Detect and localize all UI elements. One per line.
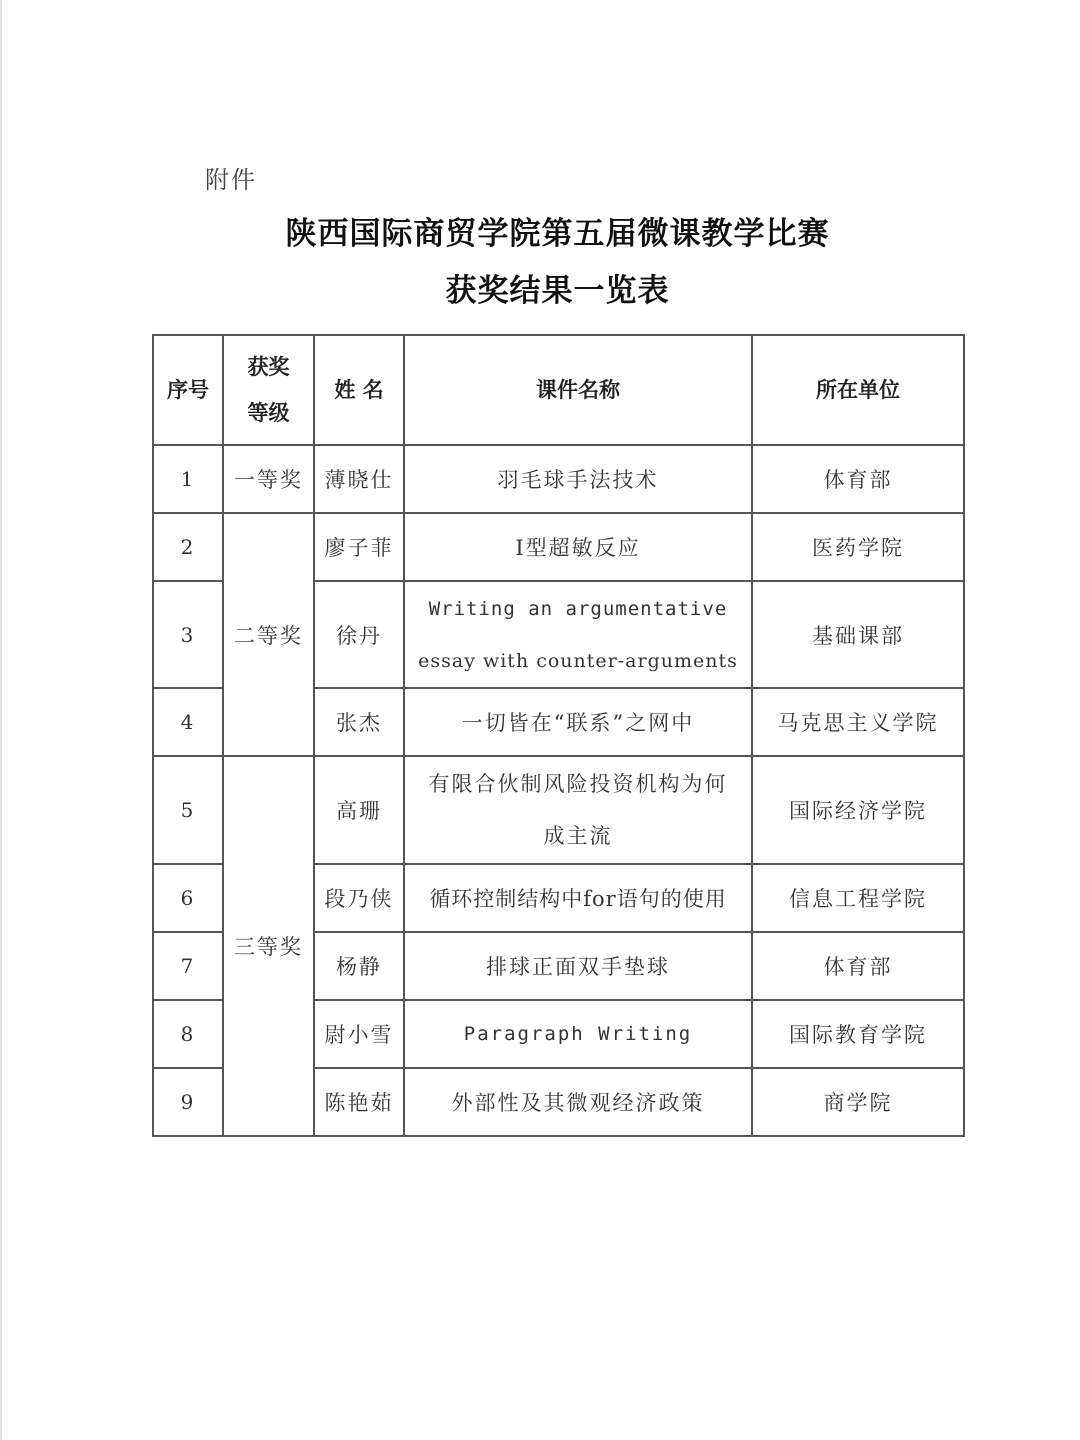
row-name: 尉小雪	[314, 1000, 404, 1068]
row-index: 4	[153, 688, 223, 756]
row-name: 徐丹	[314, 581, 404, 688]
row-index: 8	[153, 1000, 223, 1068]
row-unit: 信息工程学院	[752, 864, 964, 932]
award-results-table	[152, 334, 965, 1137]
document-title-line-2: 获奖结果一览表	[445, 273, 670, 309]
row-name: 高珊	[314, 756, 404, 864]
row-name: 陈艳茹	[314, 1068, 404, 1136]
row-name: 薄晓仕	[314, 445, 404, 513]
table-row	[153, 756, 964, 864]
row-index: 7	[153, 932, 223, 1000]
row-name: 段乃侠	[314, 864, 404, 932]
row-index: 6	[153, 864, 223, 932]
row-unit: 国际教育学院	[752, 1000, 964, 1068]
header-award-level-line-2: 等级	[247, 400, 290, 425]
row-course: 羽毛球手法技术	[404, 445, 752, 513]
row-index: 5	[153, 756, 223, 864]
row-course: 外部性及其微观经济政策	[404, 1068, 752, 1136]
award-level-first: 一等奖	[223, 445, 314, 513]
row-course: 一切皆在“联系”之网中	[404, 688, 752, 756]
row-course-line-1: Writing an argumentative	[428, 597, 728, 620]
header-row	[153, 335, 964, 445]
row-index: 1	[153, 445, 223, 513]
header-name: 姓 名	[314, 335, 404, 445]
row-unit: 商学院	[752, 1068, 964, 1136]
row-name: 廖子菲	[314, 513, 404, 581]
row-course-line-2: essay with counter-arguments	[418, 649, 738, 672]
row-course: 排球正面双手垫球	[404, 932, 752, 1000]
row-name: 杨静	[314, 932, 404, 1000]
row-course: I型超敏反应	[404, 513, 752, 581]
header-award-level-line-1: 获奖	[247, 354, 290, 379]
row-unit: 体育部	[752, 445, 964, 513]
award-level-second: 二等奖	[223, 513, 314, 756]
row-course-line-1: 有限合伙制风险投资机构为何	[428, 772, 728, 796]
row-course-line-2: 成主流	[543, 824, 613, 848]
row-course: 循环控制结构中for语句的使用	[404, 864, 752, 932]
row-name: 张杰	[314, 688, 404, 756]
attachment-label: 附件	[205, 166, 257, 194]
row-index: 2	[153, 513, 223, 581]
row-unit: 体育部	[752, 932, 964, 1000]
row-course	[404, 756, 752, 864]
row-unit: 马克思主义学院	[752, 688, 964, 756]
header-course: 课件名称	[404, 335, 752, 445]
row-course	[404, 581, 752, 688]
award-level-third: 三等奖	[223, 756, 314, 1136]
header-index: 序号	[153, 335, 223, 445]
table-row	[153, 513, 964, 581]
row-course: Paragraph Writing	[404, 1000, 752, 1068]
row-unit: 基础课部	[752, 581, 964, 688]
row-unit: 医药学院	[752, 513, 964, 581]
row-index: 3	[153, 581, 223, 688]
row-index: 9	[153, 1068, 223, 1136]
header-unit: 所在单位	[752, 335, 964, 445]
table-row	[153, 445, 964, 513]
row-unit: 国际经济学院	[752, 756, 964, 864]
header-award-level	[223, 335, 314, 445]
document-title-line-1: 陕西国际商贸学院第五届微课教学比赛	[285, 216, 830, 252]
